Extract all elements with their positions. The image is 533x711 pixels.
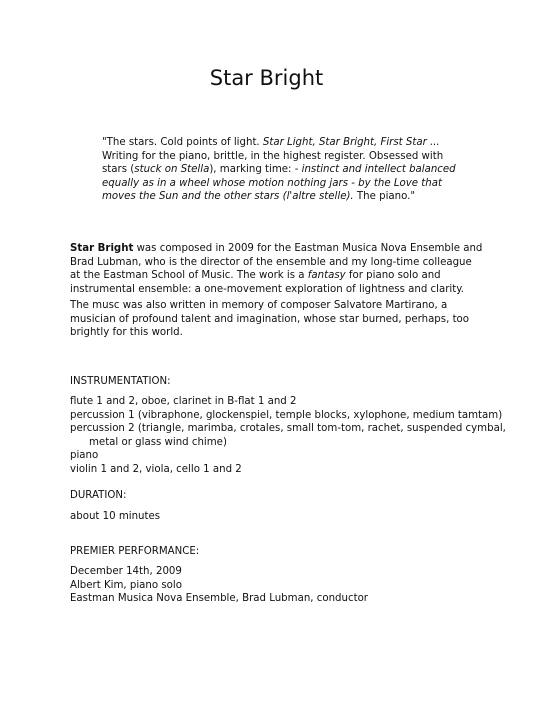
quote-italic: Star Light, Star Bright, First Star ... (262, 137, 440, 148)
quote-italic: moves the Sun and the other stars (l'altre stelle). (102, 191, 354, 202)
quote-line-2: Writing for the piano, brittle, in the highest register. Obsessed with (102, 150, 444, 162)
instrument-line: metal or glass wind chime) (89, 436, 227, 448)
duration-value: about 10 minutes (70, 511, 161, 522)
quote-italic: equally as in a wheel whose motion nothing jars - by the Love that (102, 177, 442, 189)
quote-line-3 (102, 163, 456, 177)
instrument-line: percussion 2 (triangle, marimba, crotales, small tom-tom, rachet, suspended cymbal, (70, 423, 506, 434)
paragraph-composition (70, 242, 490, 296)
quote-text: The piano." (353, 191, 416, 202)
instrumentation-heading: INSTRUMENTATION: (70, 376, 171, 387)
quote-italic: stuck on Stella (134, 164, 210, 175)
paragraph-text: for piano solo and (345, 270, 441, 281)
instrument-line: piano (70, 450, 99, 461)
paragraph-line (70, 242, 490, 256)
quote-line-5 (102, 190, 442, 204)
premiere-heading: PREMIER PERFORMANCE: (70, 546, 200, 557)
work-title-bold: Star Bright (70, 243, 134, 254)
premiere-ensemble: Eastman Musica Nova Ensemble, Brad Lubman, conductor (70, 593, 368, 604)
instrument-line: percussion 1 (vibraphone, glockenspiel, temple blocks, xylophone, medium tamtam) (70, 409, 503, 421)
paragraph-text: was composed in 2009 for the Eastman Musica Nova Ensemble and (133, 243, 483, 254)
instrumentation-list (70, 395, 506, 476)
paragraph-line: The musc was also written in memory of composer Salvatore Martirano, a (70, 300, 448, 311)
epigraph-quote (102, 136, 456, 204)
paragraph-line: musician of profound talent and imagination, whose star burned, perhaps, too (70, 313, 470, 325)
paragraph-italic: fantasy (307, 270, 346, 281)
duration-heading: DURATION: (70, 490, 127, 501)
quote-text: ), marking time: - (209, 164, 302, 175)
quote-text: "The stars. Cold points of light. (102, 137, 263, 148)
page-title: Star Bright (209, 66, 324, 90)
premiere-soloist: Albert Kim, piano solo (70, 579, 182, 591)
paragraph-text: at the Eastman School of Music. The work is a (70, 270, 308, 281)
quote-line-1 (102, 136, 442, 150)
paragraph-line: Brad Lubman, who is the director of the ensemble and my long-time colleague (70, 256, 472, 268)
quote-line-4 (102, 177, 442, 191)
paragraph-line (70, 269, 490, 283)
quote-italic: instinct and intellect balanced (301, 164, 456, 175)
instrument-line: flute 1 and 2, oboe, clarinet in B-flat 1 and 2 (70, 396, 297, 407)
paragraph-line: brightly for this world. (70, 327, 183, 338)
paragraph-line: instrumental ensemble: a one-movement exploration of lightness and clarity. (70, 283, 465, 295)
paragraph-memory (70, 299, 490, 340)
instrument-line: violin 1 and 2, viola, cello 1 and 2 (70, 463, 242, 475)
premiere-details (70, 565, 490, 606)
premiere-date: December 14th, 2009 (70, 566, 182, 577)
quote-text: stars ( (102, 164, 135, 175)
